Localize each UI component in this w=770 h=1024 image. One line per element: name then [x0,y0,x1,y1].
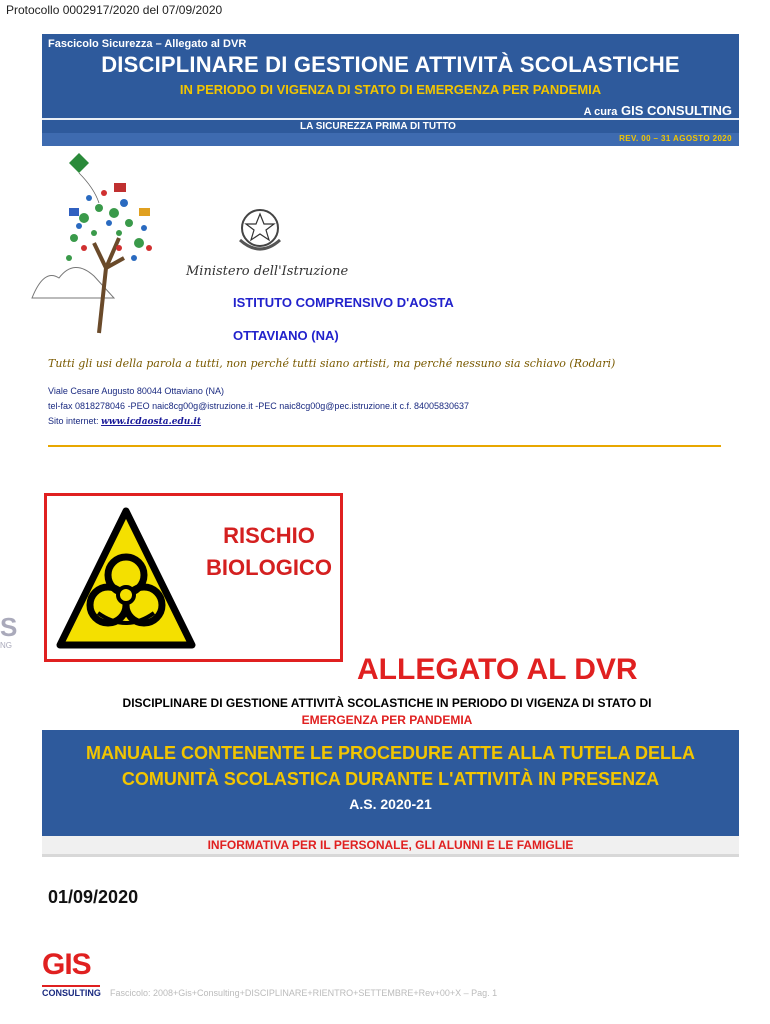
edge-watermark: S [0,612,18,642]
site-label: Sito internet: [48,416,99,426]
a-cura-prefix: A cura [583,106,618,118]
edge-watermark-small: NG [0,641,12,650]
manual-title-line-1: MANUALE CONTENENTE LE PROCEDURE ATTE ALLA TUTELA DELLA [86,743,695,763]
footer-page-info: Fascicolo: 2008+Gis+Consulting+DISCIPLINARE+RIENTRO+SETTEMBRE+Rev+00+X – Pag. 1 [110,988,498,998]
school-tree-logo-icon [24,148,194,338]
gis-logo: GIS [42,948,91,981]
school-name: ISTITUTO COMPRENSIVO D'AOSTA [233,295,454,310]
school-year: A.S. 2020-21 [349,796,432,812]
header-subtitle: IN PERIODO DI VIGENZA DI STATO DI EMERGENZA PER PANDEMIA [179,82,602,97]
allegato-subtitle-1: DISCIPLINARE DI GESTIONE ATTIVITÀ SCOLASTICHE IN PERIODO DI VIGENZA DI STATO DI [122,696,652,710]
informativa-shadow [42,854,739,857]
header-a-cura [584,103,732,118]
hazard-line-1: RISCHIO [223,523,315,548]
manual-title-line-2: COMUNITÀ SCOLASTICA DURANTE L'ATTIVITÀ IN PRESENZA [121,769,660,789]
informativa-text: INFORMATIVA PER IL PERSONALE, GLI ALUNNI E LE FAMIGLIE [207,838,574,852]
school-city: OTTAVIANO (NA) [233,328,339,343]
allegato-subtitle-2: EMERGENZA PER PANDEMIA [301,713,473,727]
hazard-label [205,520,333,584]
gis-logo-underline [42,985,100,987]
manual-title [42,740,739,792]
school-website [48,416,201,427]
header-fascicolo: Fascicolo Sicurezza – Allegato al DVR [48,38,247,50]
protocol-stamp: Protocollo 0002917/2020 del 07/09/2020 [6,3,223,17]
hazard-line-2: BIOLOGICO [206,555,332,580]
ministero-label: Ministero dell'Istruzione [186,264,349,279]
gold-divider [48,445,721,447]
document-date: 01/09/2020 [48,887,139,907]
header-slogan: LA SICUREZZA PRIMA DI TUTTO [300,121,456,132]
gis-logo-subtitle: CONSULTING [42,988,101,998]
site-link[interactable]: www.icdaosta.edu.it [101,417,202,427]
allegato-title: ALLEGATO AL DVR [357,653,638,686]
school-address: Viale Cesare Augusto 80044 Ottaviano (NA) [48,386,224,396]
school-contacts: tel-fax 0818278046 -PEO naic8cg00g@istruzione.it -PEC naic8cg00g@pec.istruzione.it c.f. 84005830637 [48,401,470,411]
a-cura-name: GIS CONSULTING [621,103,732,118]
header-divider [42,118,739,120]
italian-republic-emblem-icon [230,200,290,260]
school-motto: Tutti gli usi della parola a tutti, non perché tutti siano artisti, ma perché nessuno sia schiavo (Rodari) [48,357,616,370]
biohazard-triangle-icon [56,505,196,653]
header-revision: REV. 00 – 31 AGOSTO 2020 [619,134,732,143]
header-title: DISCIPLINARE DI GESTIONE ATTIVITÀ SCOLASTICHE [101,52,680,77]
